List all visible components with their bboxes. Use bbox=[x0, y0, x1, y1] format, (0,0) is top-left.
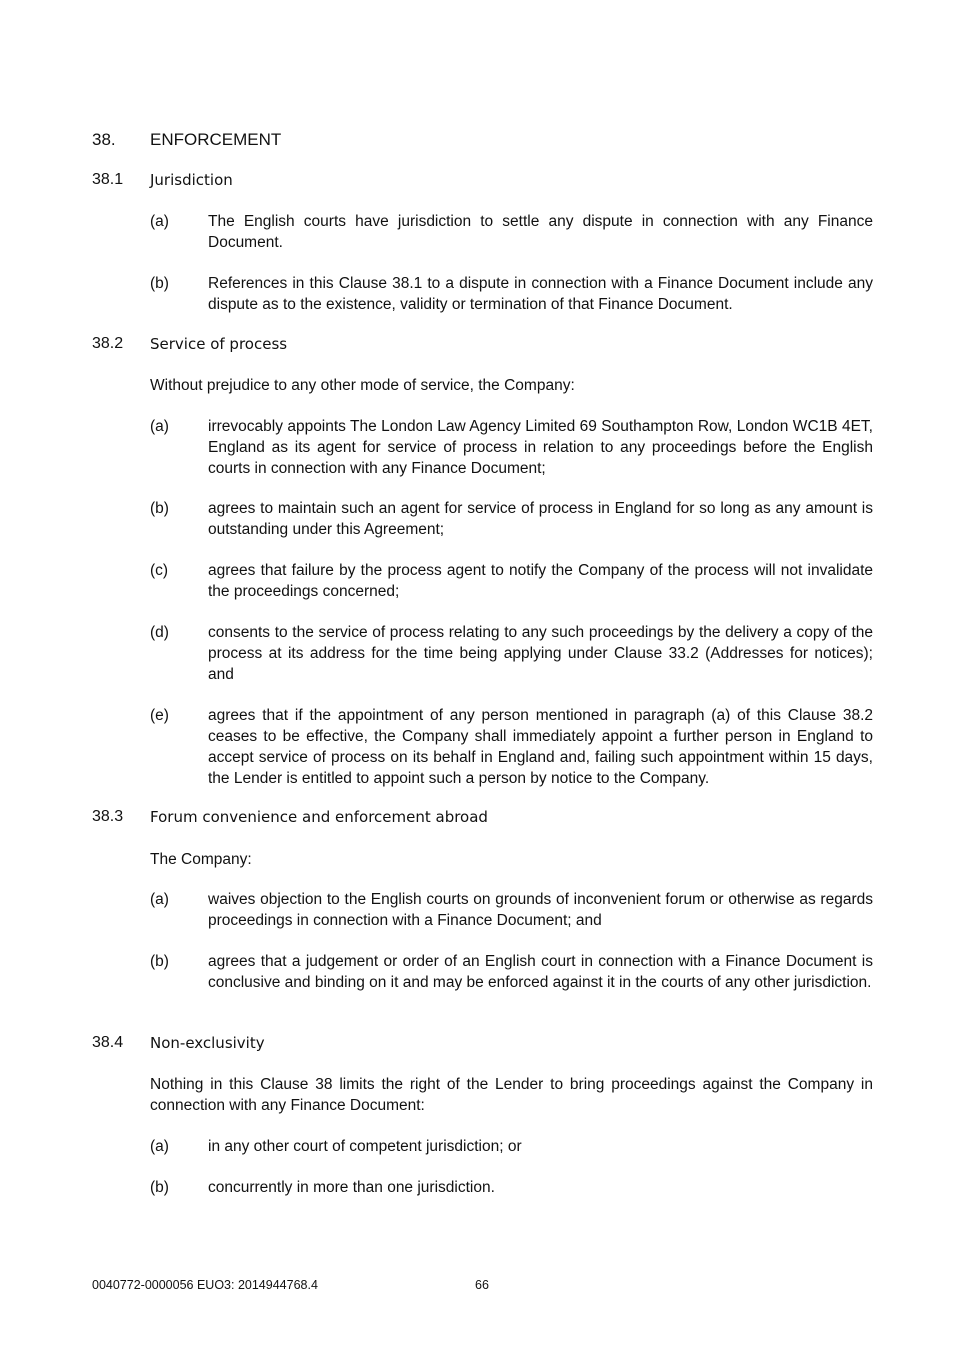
clause-intro: The Company: bbox=[150, 851, 252, 868]
item-label: (b) bbox=[150, 953, 169, 970]
footer-doc-ref: 0040772-0000056 EUO3: 2014944768.4 bbox=[92, 1278, 318, 1292]
clause-number: 38.2 bbox=[92, 335, 124, 352]
item-text: The English courts have jurisdiction to settle any dispute in connection with any Finance Document. bbox=[208, 213, 873, 251]
clause-number: 38.4 bbox=[92, 1034, 124, 1051]
item-label: (b) bbox=[150, 275, 169, 292]
item-label: (a) bbox=[150, 213, 169, 230]
item-text: References in this Clause 38.1 to a dispute in connection with a Finance Document include any dispute as to the existence, validity or termination of that Finance Document. bbox=[208, 275, 873, 313]
clause-title: Non-exclusivity bbox=[150, 1034, 265, 1052]
item-label: (a) bbox=[150, 1138, 169, 1155]
item-label: (a) bbox=[150, 418, 169, 435]
clause-title: Jurisdiction bbox=[150, 171, 233, 189]
item-text: in any other court of competent jurisdiction; or bbox=[208, 1138, 522, 1155]
item-text: concurrently in more than one jurisdiction. bbox=[208, 1179, 495, 1196]
clause-number: 38.3 bbox=[92, 808, 124, 825]
item-label: (b) bbox=[150, 1179, 169, 1196]
clause-title: Service of process bbox=[150, 335, 288, 353]
item-text: consents to the service of process relating to any such proceedings by the delivery a copy of the process at its address for the time being applying under Clause 33.2 (Addresses for notices); and bbox=[208, 624, 873, 683]
footer-page-number: 66 bbox=[475, 1278, 489, 1292]
item-text: agrees that a judgement or order of an English court in connection with a Finance Document is conclusive and binding on it and may be enforced against it in the courts of any other jurisdiction. bbox=[208, 953, 873, 991]
item-text: waives objection to the English courts on grounds of inconvenient forum or otherwise as regards proceedings in connection with a Finance Document; and bbox=[208, 891, 873, 929]
section-title: ENFORCEMENT bbox=[150, 130, 282, 149]
clause-number: 38.1 bbox=[92, 171, 124, 188]
item-label: (e) bbox=[150, 707, 169, 724]
item-text: agrees that failure by the process agent to notify the Company of the process will not invalidate the proceedings concerned; bbox=[208, 562, 873, 600]
clause-intro: Nothing in this Clause 38 limits the right of the Lender to bring proceedings against the Company in connection with any Finance Document: bbox=[150, 1076, 873, 1114]
item-label: (d) bbox=[150, 624, 169, 641]
item-label: (b) bbox=[150, 500, 169, 517]
clause-title: Forum convenience and enforcement abroad bbox=[150, 808, 488, 826]
item-text: agrees that if the appointment of any person mentioned in paragraph (a) of this Clause 38.2 ceases to be effective, the Company shall immediately appoint a further person in England to accept service of process on its behalf in England and, failing such appointment within 15 days, the Lender is entitled to appoint such a person by notice to the Company. bbox=[208, 707, 873, 787]
item-label: (a) bbox=[150, 891, 169, 908]
item-text: agrees to maintain such an agent for service of process in England for so long as any amount is outstanding under this Agreement; bbox=[208, 500, 873, 538]
clause-intro: Without prejudice to any other mode of service, the Company: bbox=[150, 377, 575, 394]
item-text: irrevocably appoints The London Law Agency Limited 69 Southampton Row, London WC1B 4ET, England as its agent for service of process in relation to any proceedings before the English courts in connection with any Finance Document; bbox=[208, 418, 873, 477]
item-label: (c) bbox=[150, 562, 169, 579]
section-number: 38. bbox=[92, 130, 116, 149]
